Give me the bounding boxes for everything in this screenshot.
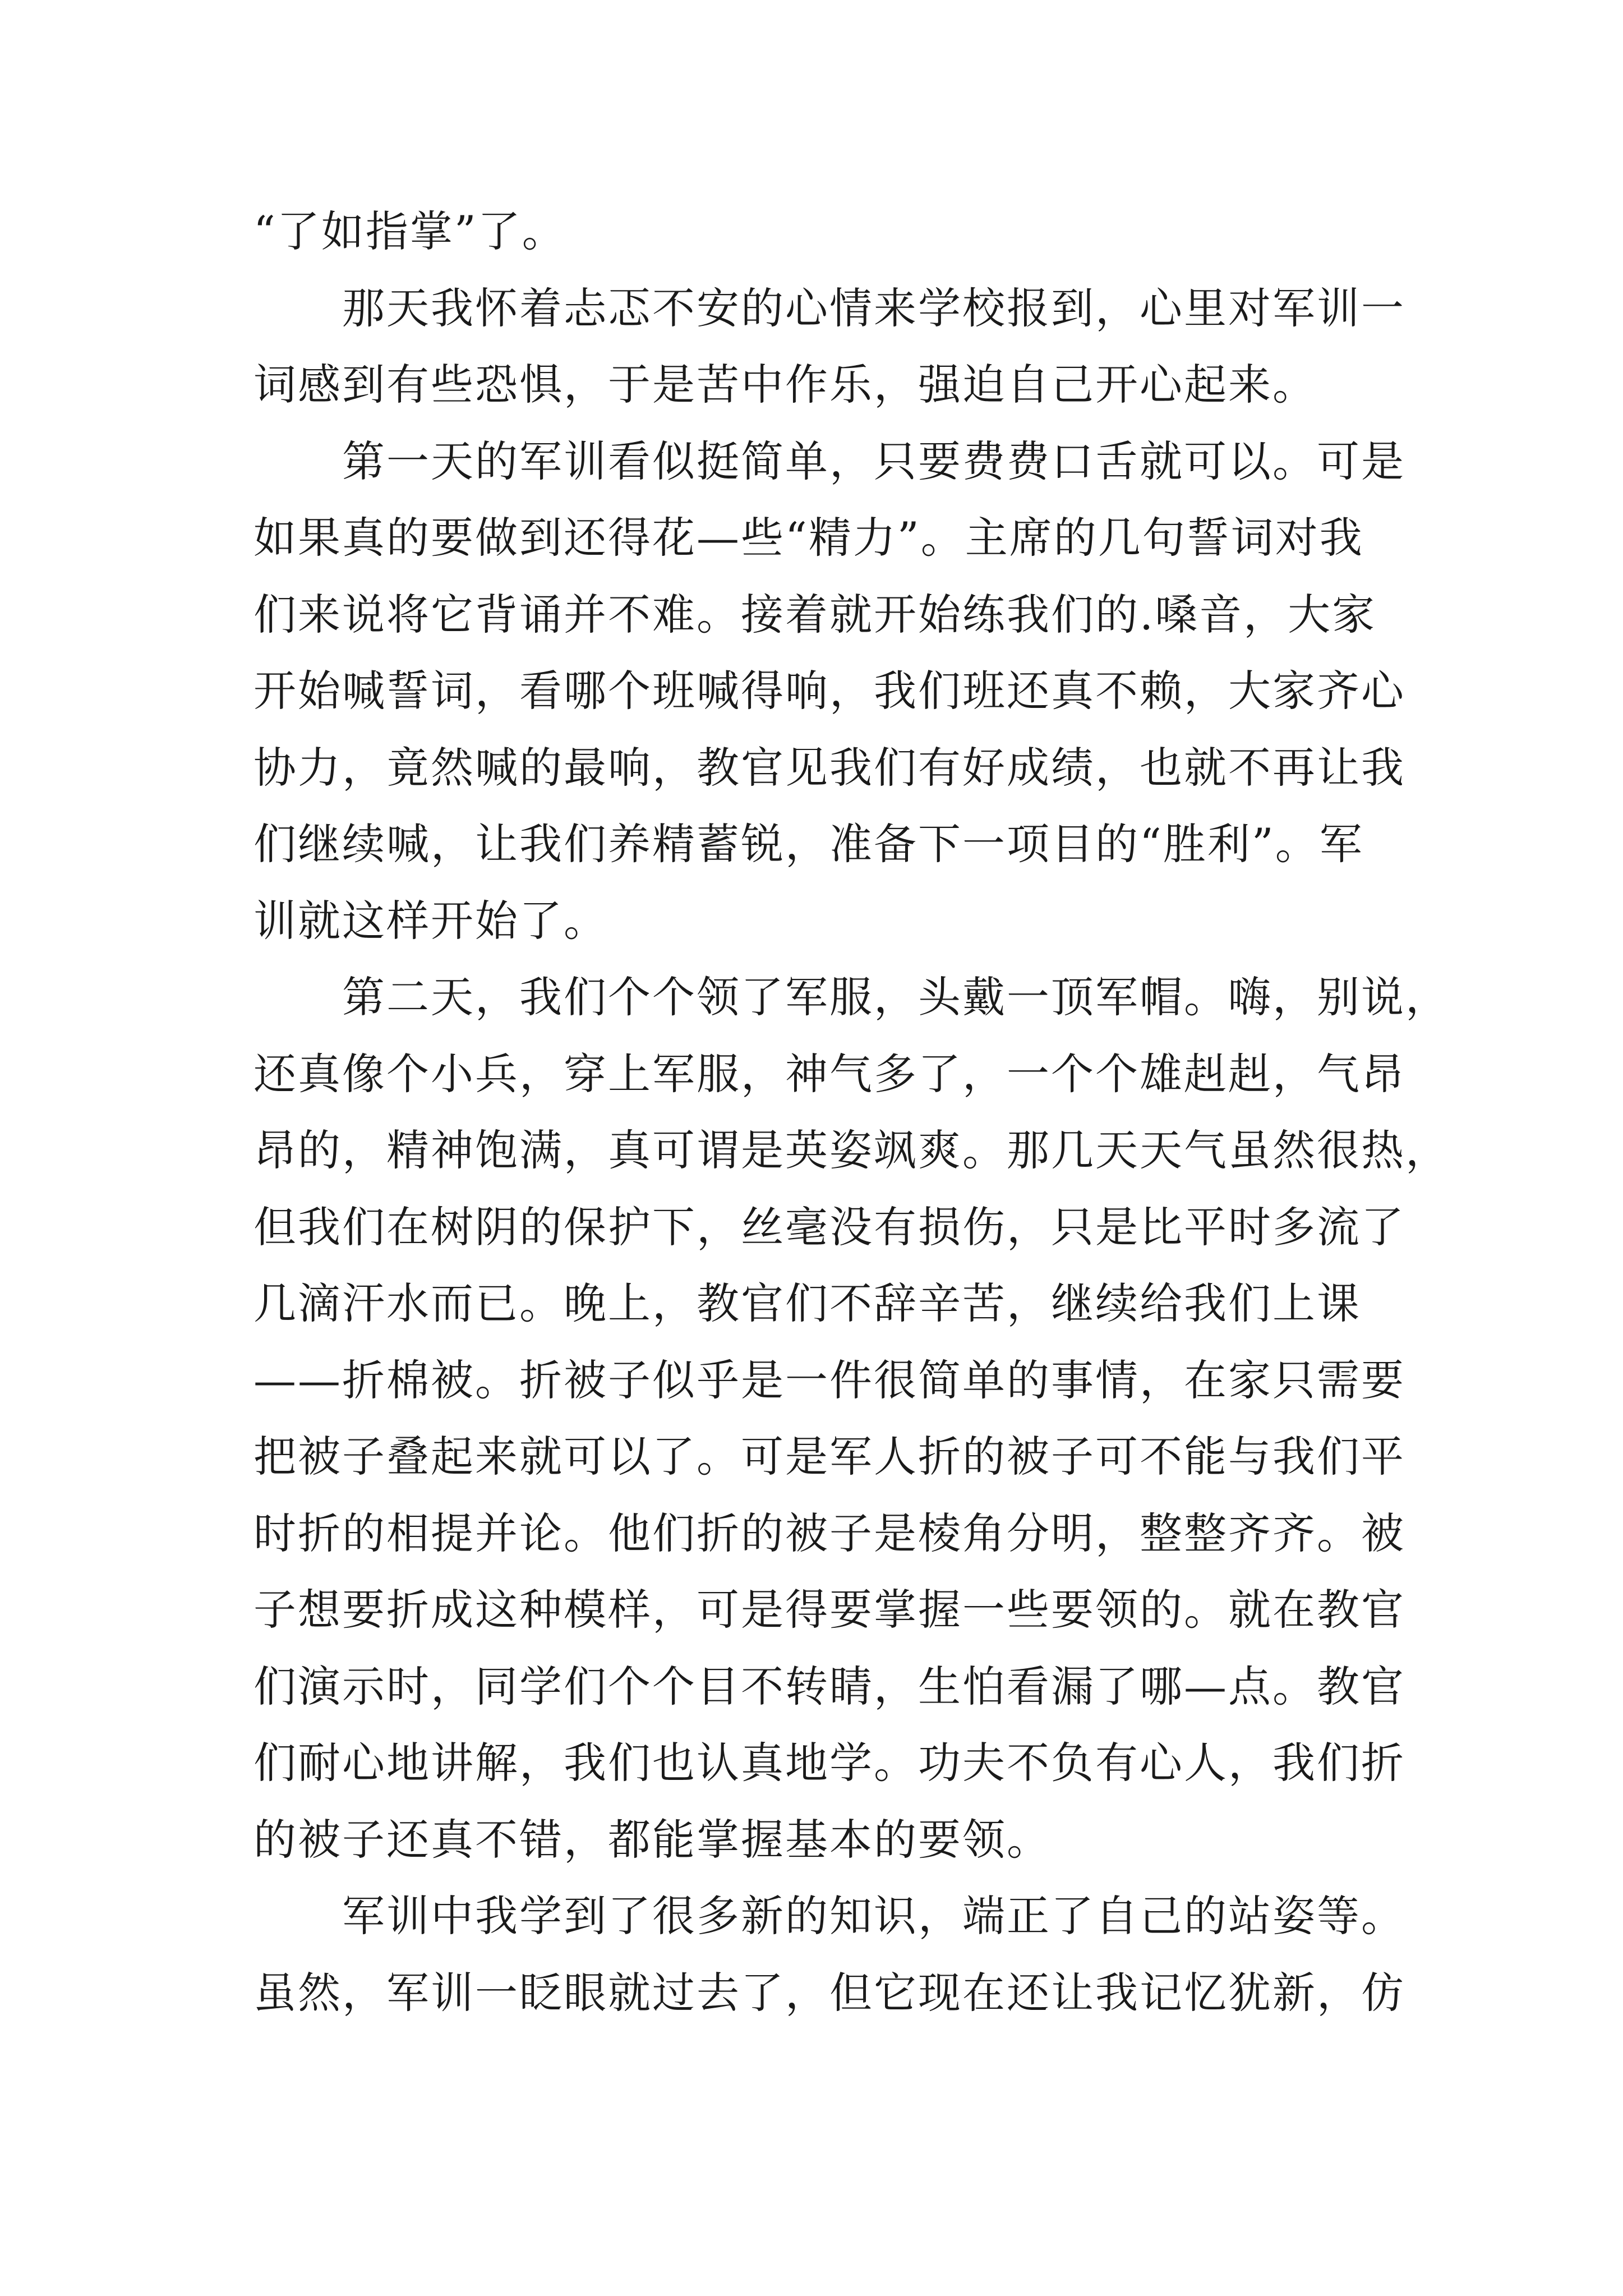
text-line: 词感到有些恐惧，于是苦中作乐，强迫自己开心起来。 xyxy=(253,360,1317,409)
text-line: 几滴汗水而已。晚上，教官们不辞辛苦，继续给我们上课 xyxy=(253,1278,1361,1328)
text-line: 那天我怀着忐忑不安的心情来学校报到，心里对军训一 xyxy=(253,283,1405,333)
text-line: 把被子叠起来就可以了。可是军人折的被子可不能与我们平 xyxy=(253,1432,1405,1481)
text-line: 如果真的要做到还得花—些“精力”。主席的几句誓词对我 xyxy=(253,513,1364,563)
text-line: 的被子还真不错，都能掌握基本的要领。 xyxy=(253,1814,1051,1865)
document-body xyxy=(253,194,1450,2031)
text-line: 还真像个小兵，穿上军服，神气多了，一个个雄赳赳，气昂 xyxy=(253,1048,1405,1099)
text-line: 们耐心地讲解，我们也认真地学。功夫不负有心人，我们折 xyxy=(253,1738,1405,1788)
text-line: 子想要折成这种模样，可是得要掌握一些要领的。就在教官 xyxy=(253,1585,1405,1635)
text-line: “了如指掌”了。 xyxy=(253,206,566,256)
text-line: 第一天的军训看似挺简单，只要费费口舌就可以。可是 xyxy=(253,436,1405,486)
text-line: 们演示时，同学们个个目不转睛，生怕看漏了哪—点。教官 xyxy=(253,1661,1405,1711)
text-line: 第二天，我们个个领了军服，头戴一顶军帽。嗨，别说， xyxy=(253,972,1450,1022)
text-line: 开始喊誓词，看哪个班喊得响，我们班还真不赖，大家齐心 xyxy=(253,666,1405,716)
text-line: 时折的相提并论。他们折的被子是棱角分明，整整齐齐。被 xyxy=(253,1508,1405,1558)
text-line: 们继续喊，让我们养精蓄锐，准备下一项目的“胜利”。军 xyxy=(253,819,1364,869)
text-line: 虽然，军训一眨眼就过去了，但它现在还让我记忆犹新，仿 xyxy=(253,1967,1405,2018)
text-line: 但我们在树阴的保护下，丝毫没有损伤，只是比平时多流了 xyxy=(253,1202,1405,1252)
text-line: 协力，竟然喊的最响，教官见我们有好成绩，也就不再让我 xyxy=(253,742,1405,793)
text-line: 昂的，精神饱满，真可谓是英姿飒爽。那几天天气虽然很热， xyxy=(253,1125,1450,1175)
text-line: 军训中我学到了很多新的知识，端正了自己的站姿等。 xyxy=(253,1891,1405,1941)
text-line: 们来说将它背诵并不难。接着就开始练我们的.嗓音，大家 xyxy=(253,589,1377,639)
text-line: ——折棉被。折被子似乎是一件很简单的事情，在家只需要 xyxy=(253,1355,1405,1405)
text-line: 训就这样开始了。 xyxy=(253,895,608,946)
